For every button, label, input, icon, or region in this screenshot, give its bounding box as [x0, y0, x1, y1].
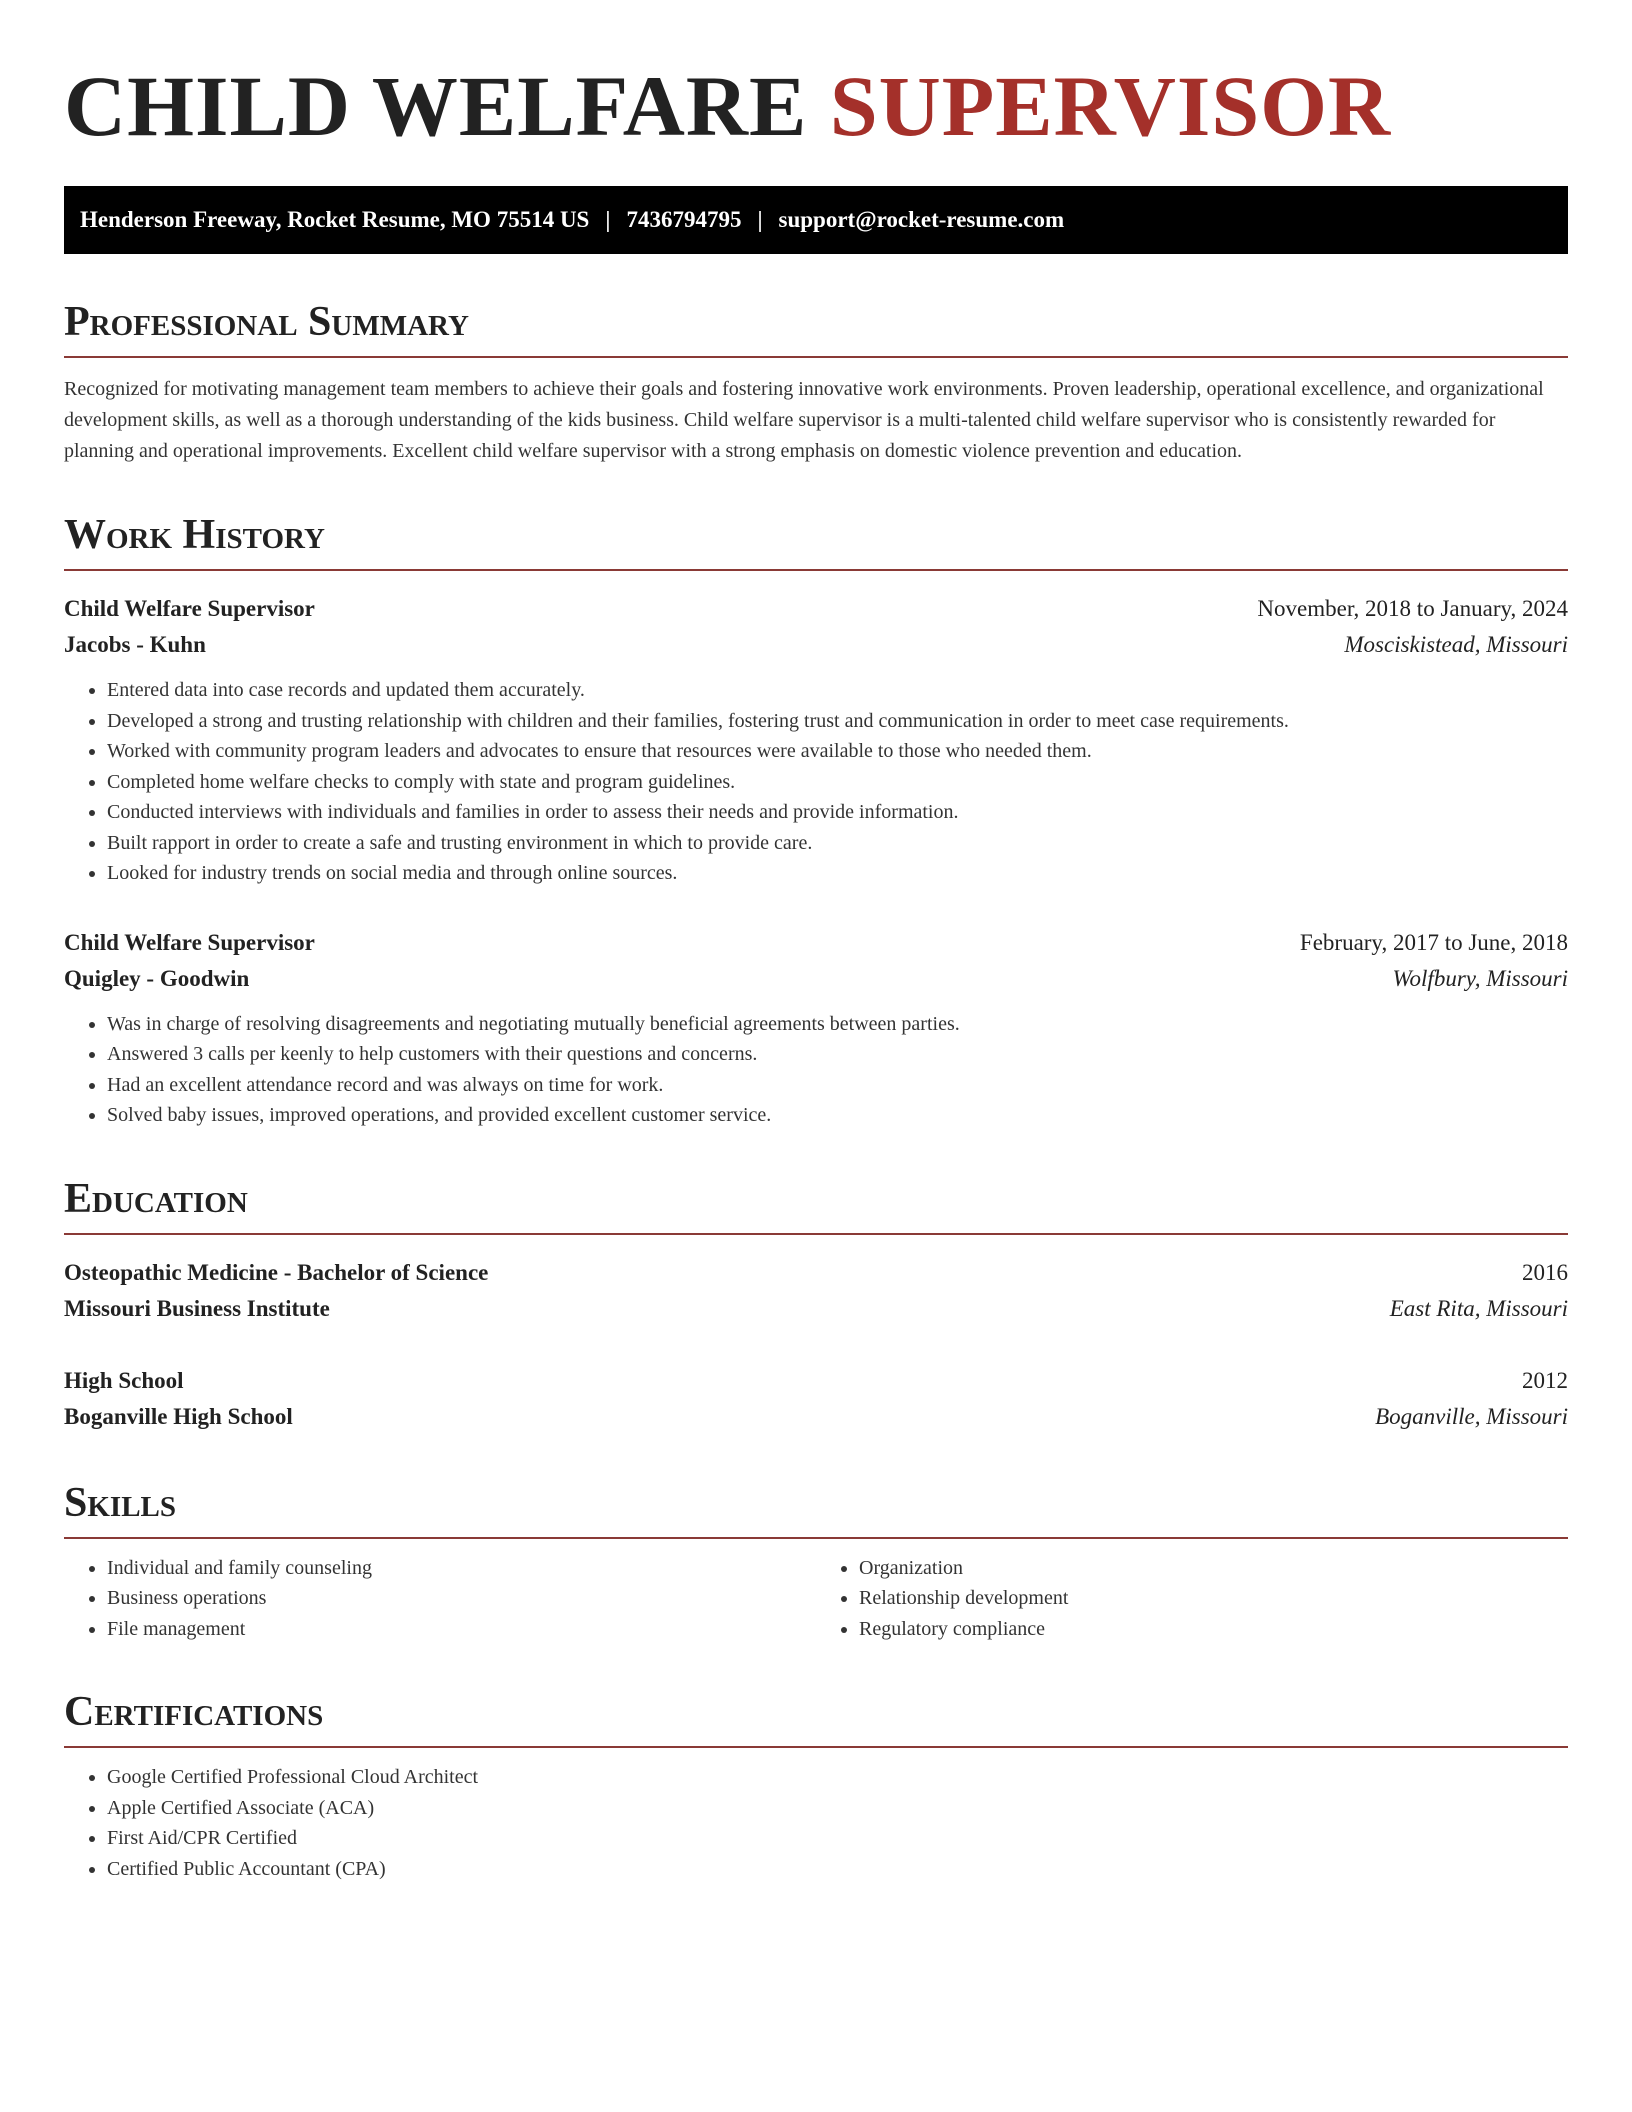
- job-company: Quigley - Goodwin: [64, 965, 250, 991]
- job-header-row: [64, 925, 1568, 961]
- list-item: • Was in charge of resolving disagreements and negotiating mutually beneficial agreements between parties.: [107, 1009, 1568, 1040]
- education-degree: High School: [64, 1367, 184, 1393]
- list-item: • Had an excellent attendance record and was always on time for work.: [107, 1070, 1568, 1101]
- list-item: • Google Certified Professional Cloud Architect: [107, 1762, 1568, 1793]
- summary-heading: Professional Summary: [64, 298, 1568, 358]
- list-item: • Answered 3 calls per keenly to help customers with their questions and concerns.: [107, 1039, 1568, 1070]
- job-company: Jacobs - Kuhn: [64, 632, 206, 657]
- education-school: Boganville High School: [64, 1403, 293, 1429]
- work-history-section: [64, 511, 1568, 1131]
- education-school-row: [64, 1399, 1568, 1435]
- list-item: • Looked for industry trends on social media and through online sources.: [107, 858, 1568, 889]
- education-school-row: [64, 1291, 1568, 1327]
- list-item: • File management: [107, 1614, 816, 1645]
- certifications-section: [64, 1688, 1568, 1884]
- education-entry: [64, 1363, 1568, 1435]
- job-location: Mosciskistead, Missouri: [1344, 632, 1568, 657]
- list-item: • Developed a strong and trusting relationship with children and their families, fostering trust and communication in order to meet case requirements.: [107, 706, 1568, 737]
- job-location: Wolfbury, Missouri: [1392, 965, 1568, 991]
- list-item: • Certified Public Accountant (CPA): [107, 1854, 1568, 1885]
- job-bullets: [64, 675, 1568, 889]
- list-item: • Solved baby issues, improved operations, and provided excellent customer service.: [107, 1100, 1568, 1131]
- contact-address: Henderson Freeway, Rocket Resume, MO 75514 US: [80, 207, 590, 232]
- job-company-row: [64, 627, 1568, 663]
- list-item: • Regulatory compliance: [859, 1614, 1568, 1645]
- skills-grid: [64, 1553, 1568, 1645]
- list-item: • Organization: [859, 1553, 1568, 1584]
- list-item: • Worked with community program leaders and advocates to ensure that resources were available to those who needed them.: [107, 736, 1568, 767]
- certifications-list: [64, 1762, 1568, 1884]
- summary-text: Recognized for motivating management team members to achieve their goals and fostering innovative work environments. Proven leadership, operational excellence, and organizational development skills, as well as a thorough understanding of the kids business. Child welfare supervisor is a multi-talented child welfare supervisor who is consistently rewarded for planning and operational improvements. Excellent child welfare supervisor with a strong emphasis on domestic violence prevention and education.: [64, 378, 1544, 462]
- contact-email: support@rocket-resume.com: [778, 207, 1065, 232]
- title-accent: SUPERVISOR: [829, 58, 1392, 154]
- education-year: 2012: [1522, 1367, 1568, 1393]
- list-item: • Built rapport in order to create a safe and trusting environment in which to provide care.: [107, 828, 1568, 859]
- job-entry: [64, 591, 1568, 889]
- job-bullets: [64, 1009, 1568, 1131]
- education-school: Missouri Business Institute: [64, 1295, 330, 1321]
- education-location: East Rita, Missouri: [1389, 1295, 1568, 1321]
- list-item: • Completed home welfare checks to comply with state and program guidelines.: [107, 767, 1568, 798]
- education-degree-row: [64, 1363, 1568, 1399]
- skills-list-right: [816, 1553, 1568, 1645]
- list-item: • First Aid/CPR Certified: [107, 1823, 1568, 1854]
- job-header-row: [64, 591, 1568, 627]
- list-item: • Entered data into case records and updated them accurately.: [107, 675, 1568, 706]
- list-item: • Conducted interviews with individuals and families in order to assess their needs and provide information.: [107, 797, 1568, 828]
- job-title: Child Welfare Supervisor: [64, 929, 315, 955]
- contact-separator: |: [757, 207, 763, 232]
- work-history-heading: Work History: [64, 511, 1568, 571]
- job-entry: [64, 925, 1568, 1131]
- education-degree-row: [64, 1255, 1568, 1291]
- title-main: CHILD WELFARE: [64, 58, 808, 154]
- education-heading: Education: [64, 1175, 1568, 1235]
- education-degree: Osteopathic Medicine - Bachelor of Science: [64, 1259, 489, 1285]
- job-company-row: [64, 961, 1568, 997]
- contact-bar: [64, 186, 1568, 254]
- list-item: • Business operations: [107, 1583, 816, 1614]
- skills-section: [64, 1479, 1568, 1645]
- skills-heading: Skills: [64, 1479, 1568, 1539]
- list-item: • Relationship development: [859, 1583, 1568, 1614]
- summary-section: [64, 298, 1568, 467]
- education-section: [64, 1175, 1568, 1435]
- education-year: 2016: [1522, 1259, 1568, 1285]
- education-entry: [64, 1255, 1568, 1327]
- certifications-heading: Certifications: [64, 1688, 1568, 1748]
- education-location: Boganville, Missouri: [1375, 1403, 1568, 1429]
- job-dates: February, 2017 to June, 2018: [1299, 929, 1568, 955]
- job-title: Child Welfare Supervisor: [64, 596, 315, 621]
- skills-list-left: [64, 1553, 816, 1645]
- resume-title: [64, 56, 1568, 156]
- job-dates: November, 2018 to January, 2024: [1257, 596, 1568, 621]
- contact-phone: 7436794795: [626, 207, 742, 232]
- contact-separator: |: [605, 207, 611, 232]
- list-item: • Individual and family counseling: [107, 1553, 816, 1584]
- list-item: • Apple Certified Associate (ACA): [107, 1793, 1568, 1824]
